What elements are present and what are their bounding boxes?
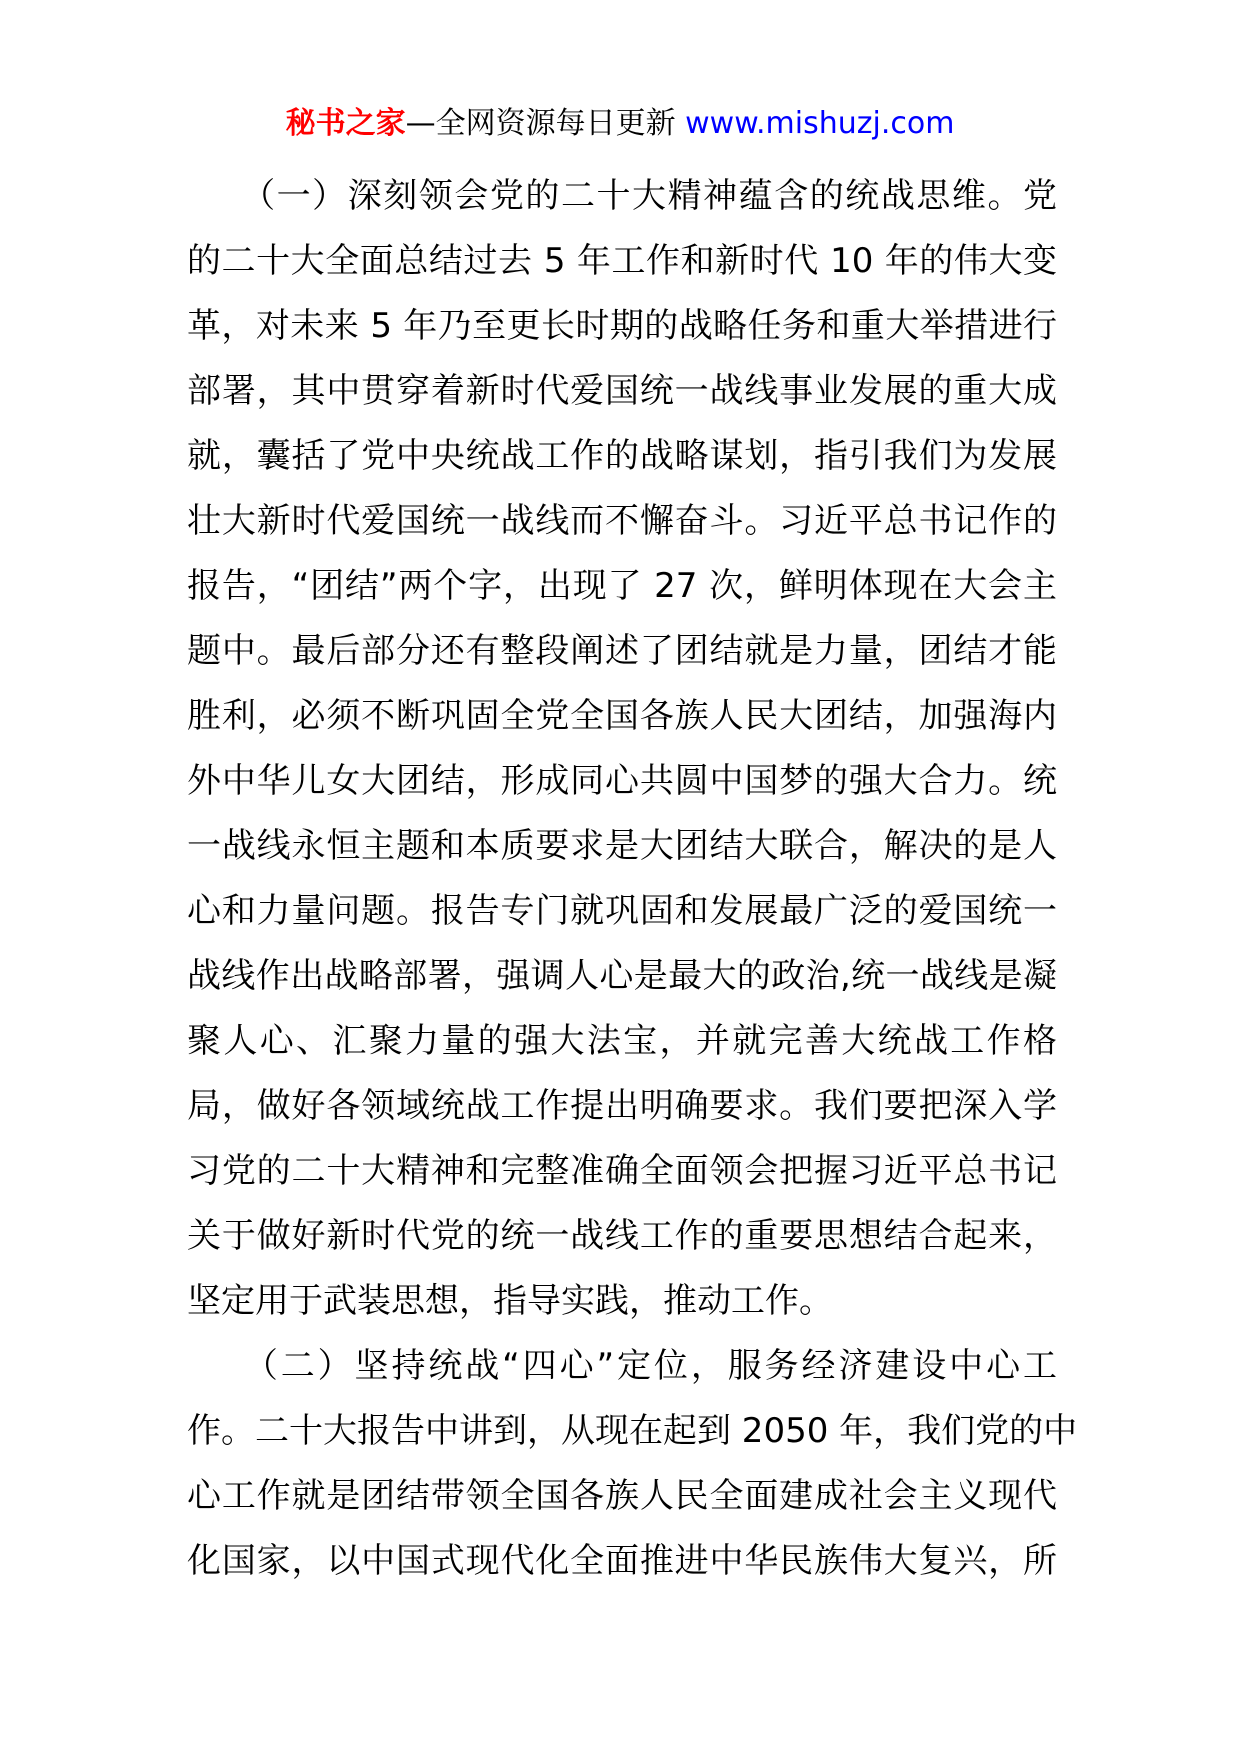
text-line: 战线作出战略部署，强调人心是最大的政治,统一战线是凝 — [187, 956, 1057, 996]
text-line: 胜利，必须不断巩固全党全国各族人民大团结，加强海内 — [187, 696, 1057, 736]
text-line: 心工作就是团结带领全国各族人民全面建成社会主义现代 — [187, 1476, 1057, 1516]
text-line: 局，做好各领域统战工作提出明确要求。我们要把深入学 — [187, 1086, 1057, 1126]
text-line: 化国家，以中国式现代化全面推进中华民族伟大复兴，所 — [187, 1541, 1057, 1581]
paragraph-end-line: 坚定用于武装思想，指导实践，推动工作。 — [187, 1281, 833, 1321]
text-line: （二）坚持统战“四心”定位，服务经济建设中心工 — [187, 1346, 1057, 1386]
text-line: 就，囊括了党中央统战工作的战略谋划，指引我们为发展 — [187, 436, 1057, 476]
brand-name: 秘书之家 — [285, 106, 406, 141]
header-slogan: —全网资源每日更新 — [405, 106, 686, 141]
page-header — [0, 102, 1240, 146]
text-line: 报告，“团结”两个字，出现了 27 次，鲜明体现在大会主 — [187, 566, 1057, 606]
text-line: 题中。最后部分还有整段阐述了团结就是力量，团结才能 — [187, 631, 1057, 671]
text-line: 习党的二十大精神和完整准确全面领会把握习近平总书记 — [187, 1151, 1057, 1191]
text-line: 心和力量问题。报告专门就巩固和发展最广泛的爱国统一 — [187, 891, 1057, 931]
text-line: （一）深刻领会党的二十大精神蕴含的统战思维。党 — [187, 176, 1057, 216]
text-line: 外中华儿女大团结，形成同心共圆中国梦的强大合力。统 — [187, 761, 1057, 801]
text-line: 部署，其中贯穿着新时代爱国统一战线事业发展的重大成 — [187, 371, 1057, 411]
document-body — [187, 164, 1078, 1594]
text-line: 关于做好新时代党的统一战线工作的重要思想结合起来， — [187, 1216, 1057, 1256]
website-link[interactable]: www.mishuzj.com — [685, 106, 955, 141]
text-line: 的二十大全面总结过去 5 年工作和新时代 10 年的伟大变 — [187, 241, 1057, 281]
text-line: 壮大新时代爱国统一战线而不懈奋斗。习近平总书记作的 — [187, 501, 1057, 541]
text-line: 聚人心、汇聚力量的强大法宝，并就完善大统战工作格 — [187, 1021, 1057, 1061]
text-line: 一战线永恒主题和本质要求是大团结大联合，解决的是人 — [187, 826, 1057, 866]
text-line: 革，对未来 5 年乃至更长时期的战略任务和重大举措进行 — [187, 306, 1057, 346]
text-line: 作。二十大报告中讲到，从现在起到 2050 年，我们党的中 — [187, 1411, 1078, 1451]
